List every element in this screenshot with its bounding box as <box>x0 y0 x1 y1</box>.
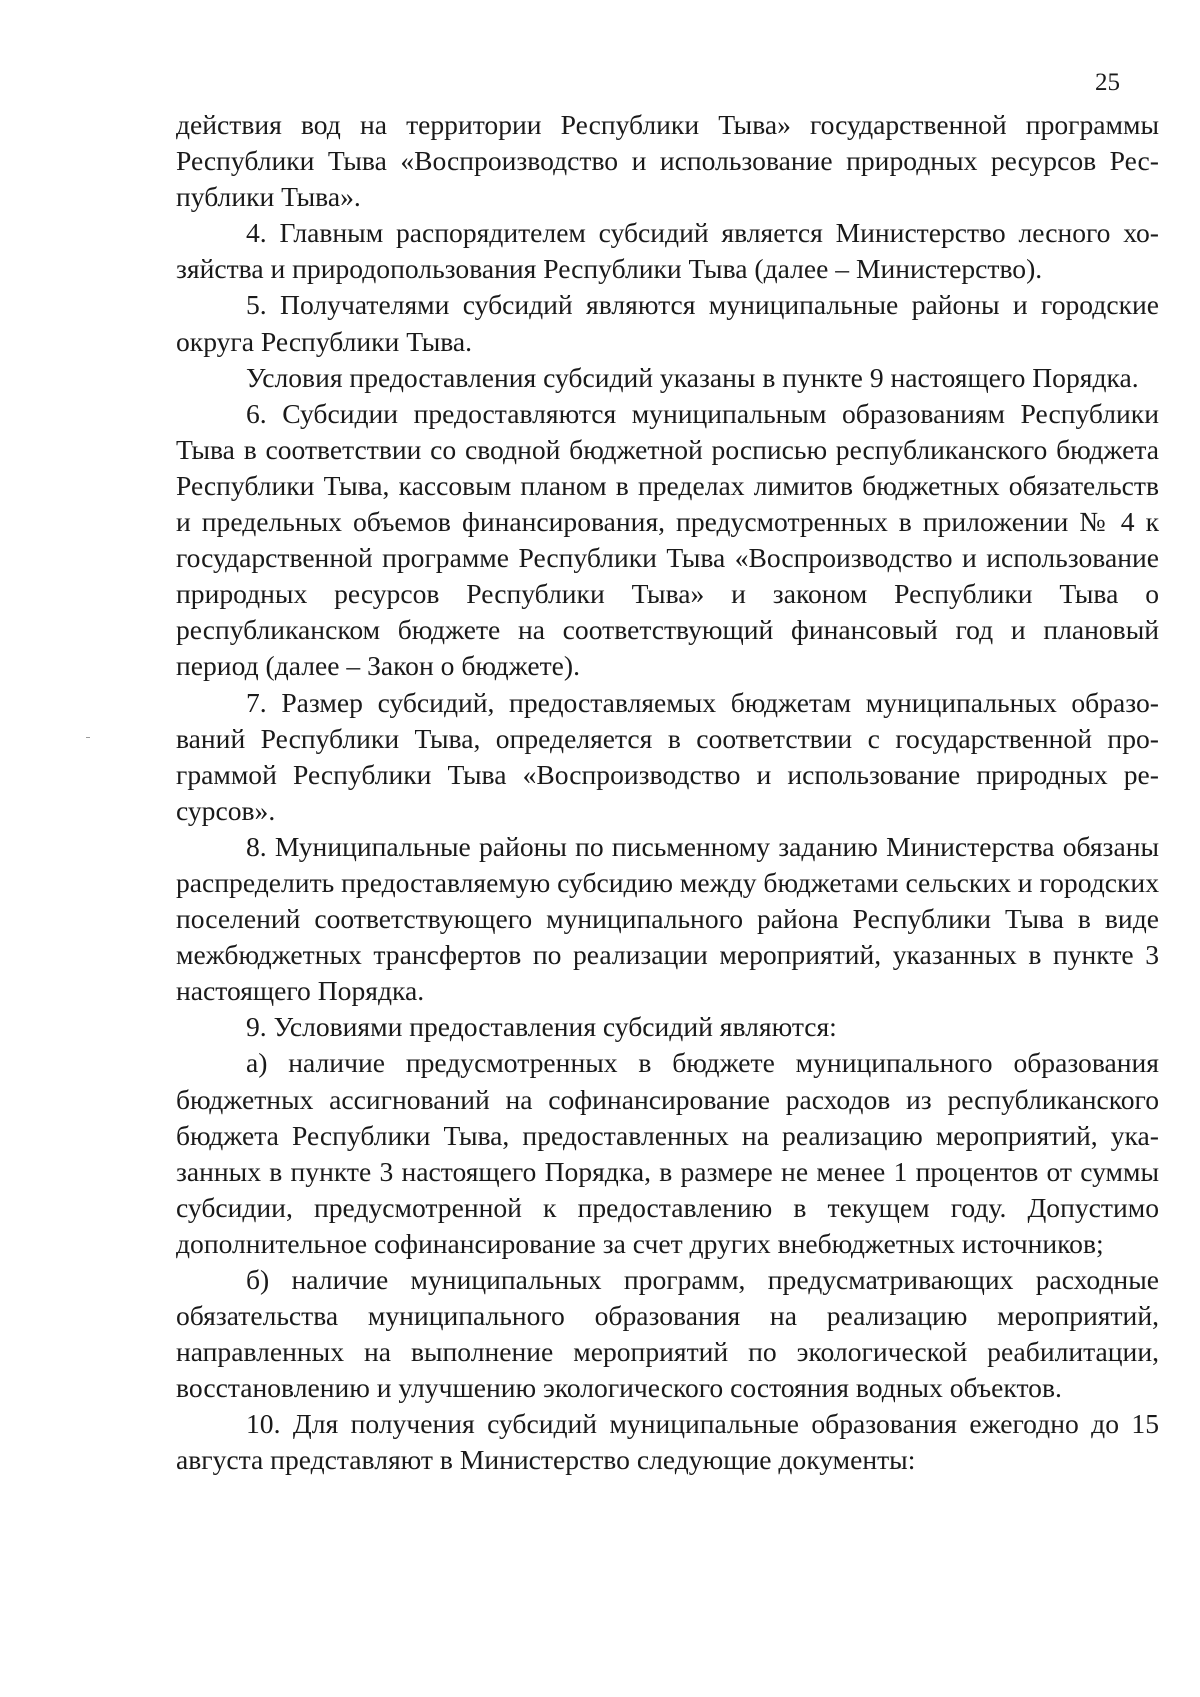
paragraph-item-8: 8. Муниципальные районы по письменному заданию Министерства обязаны распределить предоставляемую субсидию между бюджетами сельских и городских поселений соответствующего муниципального района Республики Тыва в виде межбюджетных трансфертов по реализации мероприятий, указанных в пункте 3 настоящего Порядка. <box>176 830 1159 1007</box>
page-number: 25 <box>1095 69 1120 96</box>
document-body <box>176 107 1159 1479</box>
paragraph-continuation: действия вод на территории Республики Тыва» государственной программы Республики Тыва «Воспроизводство и использование природных ресурсов Республики Тыва». <box>176 109 1159 213</box>
paragraph-item-7: 7. Размер субсидий, предоставляемых бюджетам муниципальных образований Республики Тыва, определяется в соответствии с государственной программой Республики Тыва «Воспроизводство и использование природных ресурсов». <box>176 686 1159 826</box>
paragraph-item-5: 5. Получателями субсидий являются муниципальные районы и городские округа Республики Тыва. <box>176 289 1159 357</box>
paragraph-item-9b: б) наличие муниципальных программ, предусматривающих расходные обязательства муниципального образования на реализацию мероприятий, направленных на выполнение мероприятий по экологической реабилитации, восстановлению и улучшению экологического состояния водных объектов. <box>176 1264 1159 1404</box>
paragraph-item-5-conditions: Условия предоставления субсидий указаны в пункте 9 настоящего Порядка. <box>246 361 1139 393</box>
paragraph-item-4: 4. Главным распорядителем субсидий является Министерство лесного хозяйства и природопользования Республики Тыва (далее – Министерство). <box>176 217 1159 285</box>
paragraph-item-9: 9. Условиями предоставления субсидий являются: <box>246 1011 837 1043</box>
paragraph-item-9a: а) наличие предусмотренных в бюджете муниципального образования бюджетных ассигнований на софинансирование расходов из республиканского бюджета Республики Тыва, предоставленных на реализацию мероприятий, указанных в пункте 3 настоящего Порядка, в размере не менее 1 процентов от суммы субсидии, предусмотренной к предоставлению в текущем году. Допустимо дополнительное софинансирование за счет других внебюджетных источников; <box>176 1047 1159 1259</box>
scan-margin-mark <box>86 737 90 738</box>
paragraph-item-10: 10. Для получения субсидий муниципальные образования ежегодно до 15 августа представляют в Министерство следующие документы: <box>176 1408 1159 1476</box>
paragraph-item-6: 6. Субсидии предоставляются муниципальным образованиям Республики Тыва в соответствии со сводной бюджетной росписью республиканского бюджета Республики Тыва, кассовым планом в пределах лимитов бюджетных обязательств и предельных объемов финансирования, предусмотренных в приложении № 4 к государственной программе Республики Тыва «Воспроизводство и использование природных ресурсов Республики Тыва» и законом Республики Тыва о республиканском бюджете на соответствующий финансовый год и плановый период (далее – Закон о бюджете). <box>176 397 1159 682</box>
